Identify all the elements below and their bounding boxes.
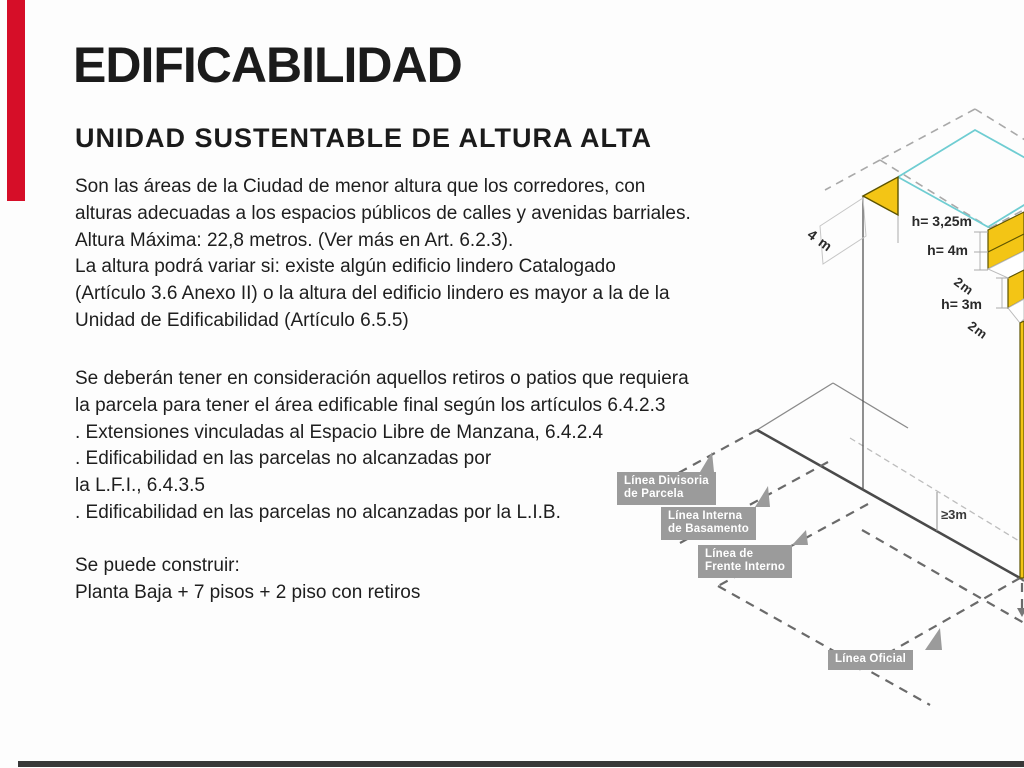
callout-text: Frente Interno [705,561,786,573]
face-main [1020,321,1024,578]
intro-line: La altura podrá variar si: existe algún edificio lindero Catalogado [75,256,616,278]
down-arrowhead [1017,608,1024,617]
callout-text: Línea Divisoria [624,475,709,487]
considerations-line: . Edificabilidad en las parcelas no alcanzadas por la L.I.B. [75,501,561,523]
building-volumes [820,177,1024,578]
isometric-buildability-diagram [600,80,1024,720]
page-subtitle: UNIDAD SUSTENTABLE DE ALTURA ALTA [75,123,652,153]
considerations-line: . Edificabilidad en las parcelas no alcanzadas por [75,448,492,470]
intro-line: (Artículo 3.6 Anexo II) o la altura del edificio lindero es mayor a la de la [75,283,670,305]
label-roof-setback: 4 m [804,226,836,255]
page-title: EDIFICABILIDAD [73,37,462,93]
callout-linea-divisoria [617,472,716,505]
buildable-line: Se puede construir: [75,555,240,576]
callout-linea-interna-basamento [661,507,756,540]
label-height-second: h= 4m [927,242,968,258]
label-height-third: h= 3m [941,296,982,312]
label-retiro-a: 2m [951,274,977,299]
footer-bar [18,761,1024,767]
accent-red-bar [7,0,25,201]
intro-line: Altura Máxima: 22,8 metros. (Ver más en Art. 6.2.3). [75,229,514,251]
label-min-depth: ≥3m [941,507,967,522]
intro-line: Son las áreas de la Ciudad de menor altura que los corredores, con [75,176,646,197]
label-height-top: h= 3,25m [911,213,972,229]
considerations-line: la parcela para tener el área edificable final según los artículos 6.4.2.3 [75,394,666,416]
diagram-linework [600,80,1024,720]
callout-text: de Basamento [668,523,750,535]
callout-linea-frente-interno [698,545,792,578]
callout-text: de Parcela [624,488,684,500]
roof-triangle [863,177,898,215]
callout-text: Línea Interna [668,510,743,522]
considerations-line: la L.F.I., 6.4.3.5 [75,475,205,497]
considerations-line: Se deberán tener en consideración aquellos retiros o patios que requiera [75,368,689,389]
considerations-line: . Extensiones vinculadas al Espacio Libre de Manzana, 6.4.2.4 [75,421,604,443]
label-retiro-b: 2m [965,318,991,343]
intro-line: alturas adecuadas a los espacios públicos de calles y avenidas barriales. [75,202,691,224]
callout-text: Línea Oficial [835,653,906,665]
buildable-line: Planta Baja + 7 pisos + 2 piso con retiros [75,581,421,603]
top-plane-dashed [825,109,1024,228]
callout-linea-oficial [828,650,913,670]
intro-line: Unidad de Edificabilidad (Artículo 6.5.5) [75,309,409,331]
callout-text: Línea de [705,548,754,560]
